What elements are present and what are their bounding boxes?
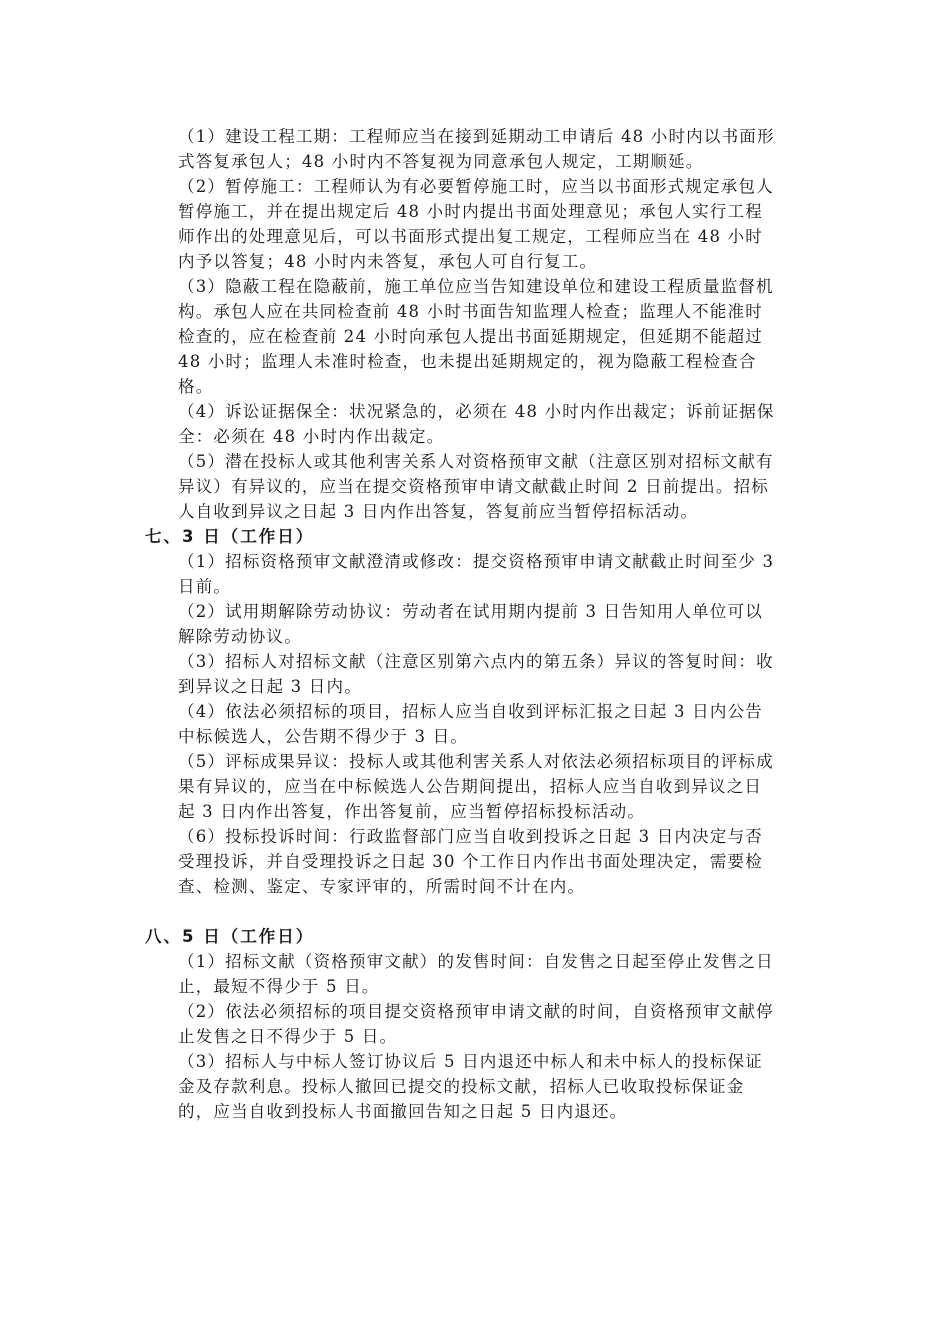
- clause-7-4: （4）依法必须招标的项目，招标人应当自收到评标汇报之日起 3 日内公告中标候选人，公告期不得少于 3 日。: [178, 702, 763, 746]
- document-body: [145, 124, 778, 1124]
- clause-8-1: （1）招标文献（资格预审文献）的发售时间：自发售之日起至停止发售之日止，最短不得少于 5 日。: [178, 952, 774, 996]
- clause-7-6: （6）投标投诉时间：行政监督部门应当自收到投诉之日起 3 日内决定与否受理投诉，并自受理投诉之日起 30 个工作日内作出书面处理决定，需要检查、检测、鉴定、专家评审的，所需时间不计在内。: [178, 827, 763, 896]
- clause-6-3: （3）隐蔽工程在隐蔽前，施工单位应当告知建设单位和建设工程质量监督机构。承包人应在共同检查前 48 小时书面告知监理人检查；监理人不能准时检查的，应在检查前 24 小时向承包人提出书面延期规定，但延期不能超过 48 小时；监理人未准时检查，也未提出延期规定的，视为隐蔽工程检查合格。: [178, 277, 774, 396]
- section-7-heading: 七、3 日（工作日）: [145, 527, 315, 546]
- clause-6-5: （5）潜在投标人或其他利害关系人对资格预审文献（注意区别对招标文献有异议）有异议的，应当在提交资格预审申请文献截止时间 2 日前提出。招标人自收到异议之日起 3 日内作出答复，答复前应当暂停招标活动。: [178, 452, 774, 521]
- clause-7-5: （5）评标成果异议：投标人或其他利害关系人对依法必须招标项目的评标成果有异议的，应当在中标候选人公告期间提出，招标人应当自收到异议之日起 3 日内作出答复，作出答复前，应当暂停招标投标活动。: [178, 752, 774, 821]
- clause-6-2: （2）暂停施工：工程师认为有必要暂停施工时，应当以书面形式规定承包人暂停施工，并在提出规定后 48 小时内提出书面处理意见；承包人实行工程师作出的处理意见后，可以书面形式提出复工规定，工程师应当在 48 小时内予以答复；48 小时内未答复，承包人可自行复工。: [178, 177, 774, 271]
- clause-6-4: （4）诉讼证据保全：状况紧急的，必须在 48 小时内作出裁定；诉前证据保全：必须在 48 小时内作出裁定。: [178, 402, 775, 446]
- clause-7-1: （1）招标资格预审文献澄清或修改：提交资格预审申请文献截止时间至少 3 日前。: [178, 552, 775, 596]
- clause-7-3: （3）招标人对招标文献（注意区别第六点内的第五条）异议的答复时间：收到异议之日起 3 日内。: [178, 652, 774, 696]
- clause-7-2: （2）试用期解除劳动协议：劳动者在试用期内提前 3 日告知用人单位可以解除劳动协议。: [178, 602, 763, 646]
- section-8-heading: 八、5 日（工作日）: [145, 927, 315, 946]
- clause-8-3: （3）招标人与中标人签订协议后 5 日内退还中标人和未中标人的投标保证金及存款利息。投标人撤回已提交的投标文献，招标人已收取投标保证金的，应当自收到投标人书面撤回告知之日起 5 日内退还。: [178, 1052, 763, 1121]
- section-gap: [178, 899, 778, 924]
- clause-8-2: （2）依法必须招标的项目提交资格预审申请文献的时间，自资格预审文献停止发售之日不得少于 5 日。: [178, 1002, 774, 1046]
- clause-6-1: （1）建设工程工期：工程师应当在接到延期动工申请后 48 小时内以书面形式答复承包人；48 小时内不答复视为同意承包人规定，工期顺延。: [178, 127, 775, 171]
